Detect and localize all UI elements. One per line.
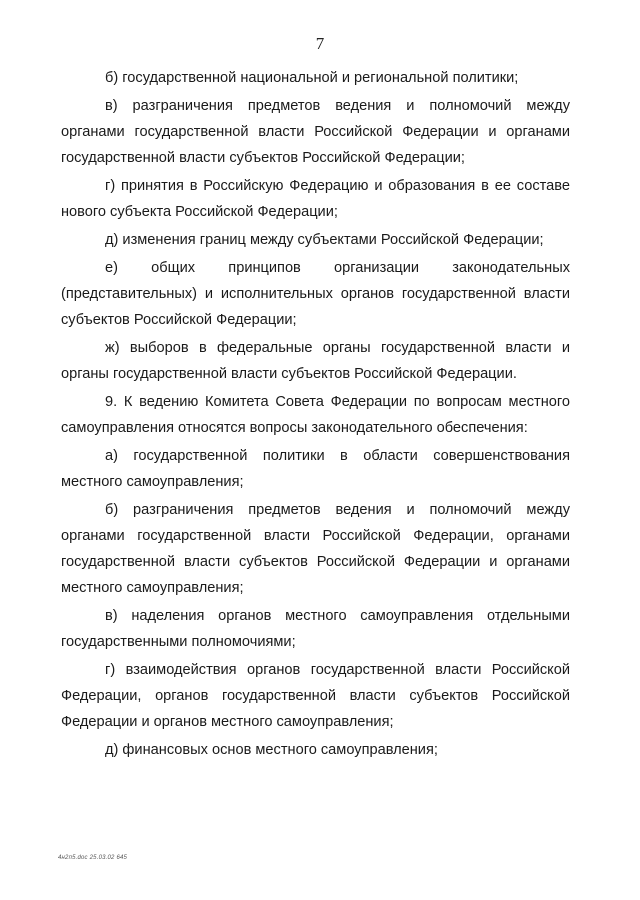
paragraph-d-borders: д) изменения границ между субъектами Российской Федерации;: [105, 232, 544, 248]
paragraph-zh-elections: ж) выборов в федеральные органы государственной власти и органы государственной власти субъектов Российской Федерации.: [61, 340, 570, 382]
file-footer: 4н2п5.doc 25.03.02 645: [58, 855, 128, 861]
paragraph-b-local-delimitation: б) разграничения предметов ведения и полномочий между органами государственной власти Российской Федерации, органами государственной власти субъектов Российской Федерации и органами местного самоуправления;: [61, 502, 570, 596]
paragraph-d-finance: д) финансовых основ местного самоуправления;: [105, 742, 438, 758]
document-body: [61, 65, 570, 763]
paragraph-9-committee: 9. К ведению Комитета Совета Федерации по вопросам местного самоуправления относятся вопросы законодательного обеспечения:: [61, 394, 570, 436]
paragraph-g-admission: г) принятия в Российскую Федерацию и образования в ее составе нового субъекта Российской Федерации;: [61, 178, 570, 220]
paragraph-v-powers: в) наделения органов местного самоуправления отдельными государственными полномочиями;: [61, 608, 570, 650]
paragraph-b-national-policy: б) государственной национальной и региональной политики;: [105, 70, 519, 86]
paragraph-g-interaction: г) взаимодействия органов государственной власти Российской Федерации, органов государственной власти субъектов Российской Федерации и органов местного самоуправления;: [61, 662, 570, 730]
paragraph-e-principles: е) общих принципов организации законодательных (представительных) и исполнительных органов государственной власти субъектов Российской Федерации;: [61, 260, 570, 328]
paragraph-v-delimitation: в) разграничения предметов ведения и полномочий между органами государственной власти Российской Федерации и органами государственной власти субъектов Российской Федерации;: [61, 98, 570, 166]
page-number: 7: [315, 34, 325, 53]
paragraph-a-local-policy: а) государственной политики в области совершенствования местного самоуправления;: [61, 448, 570, 490]
